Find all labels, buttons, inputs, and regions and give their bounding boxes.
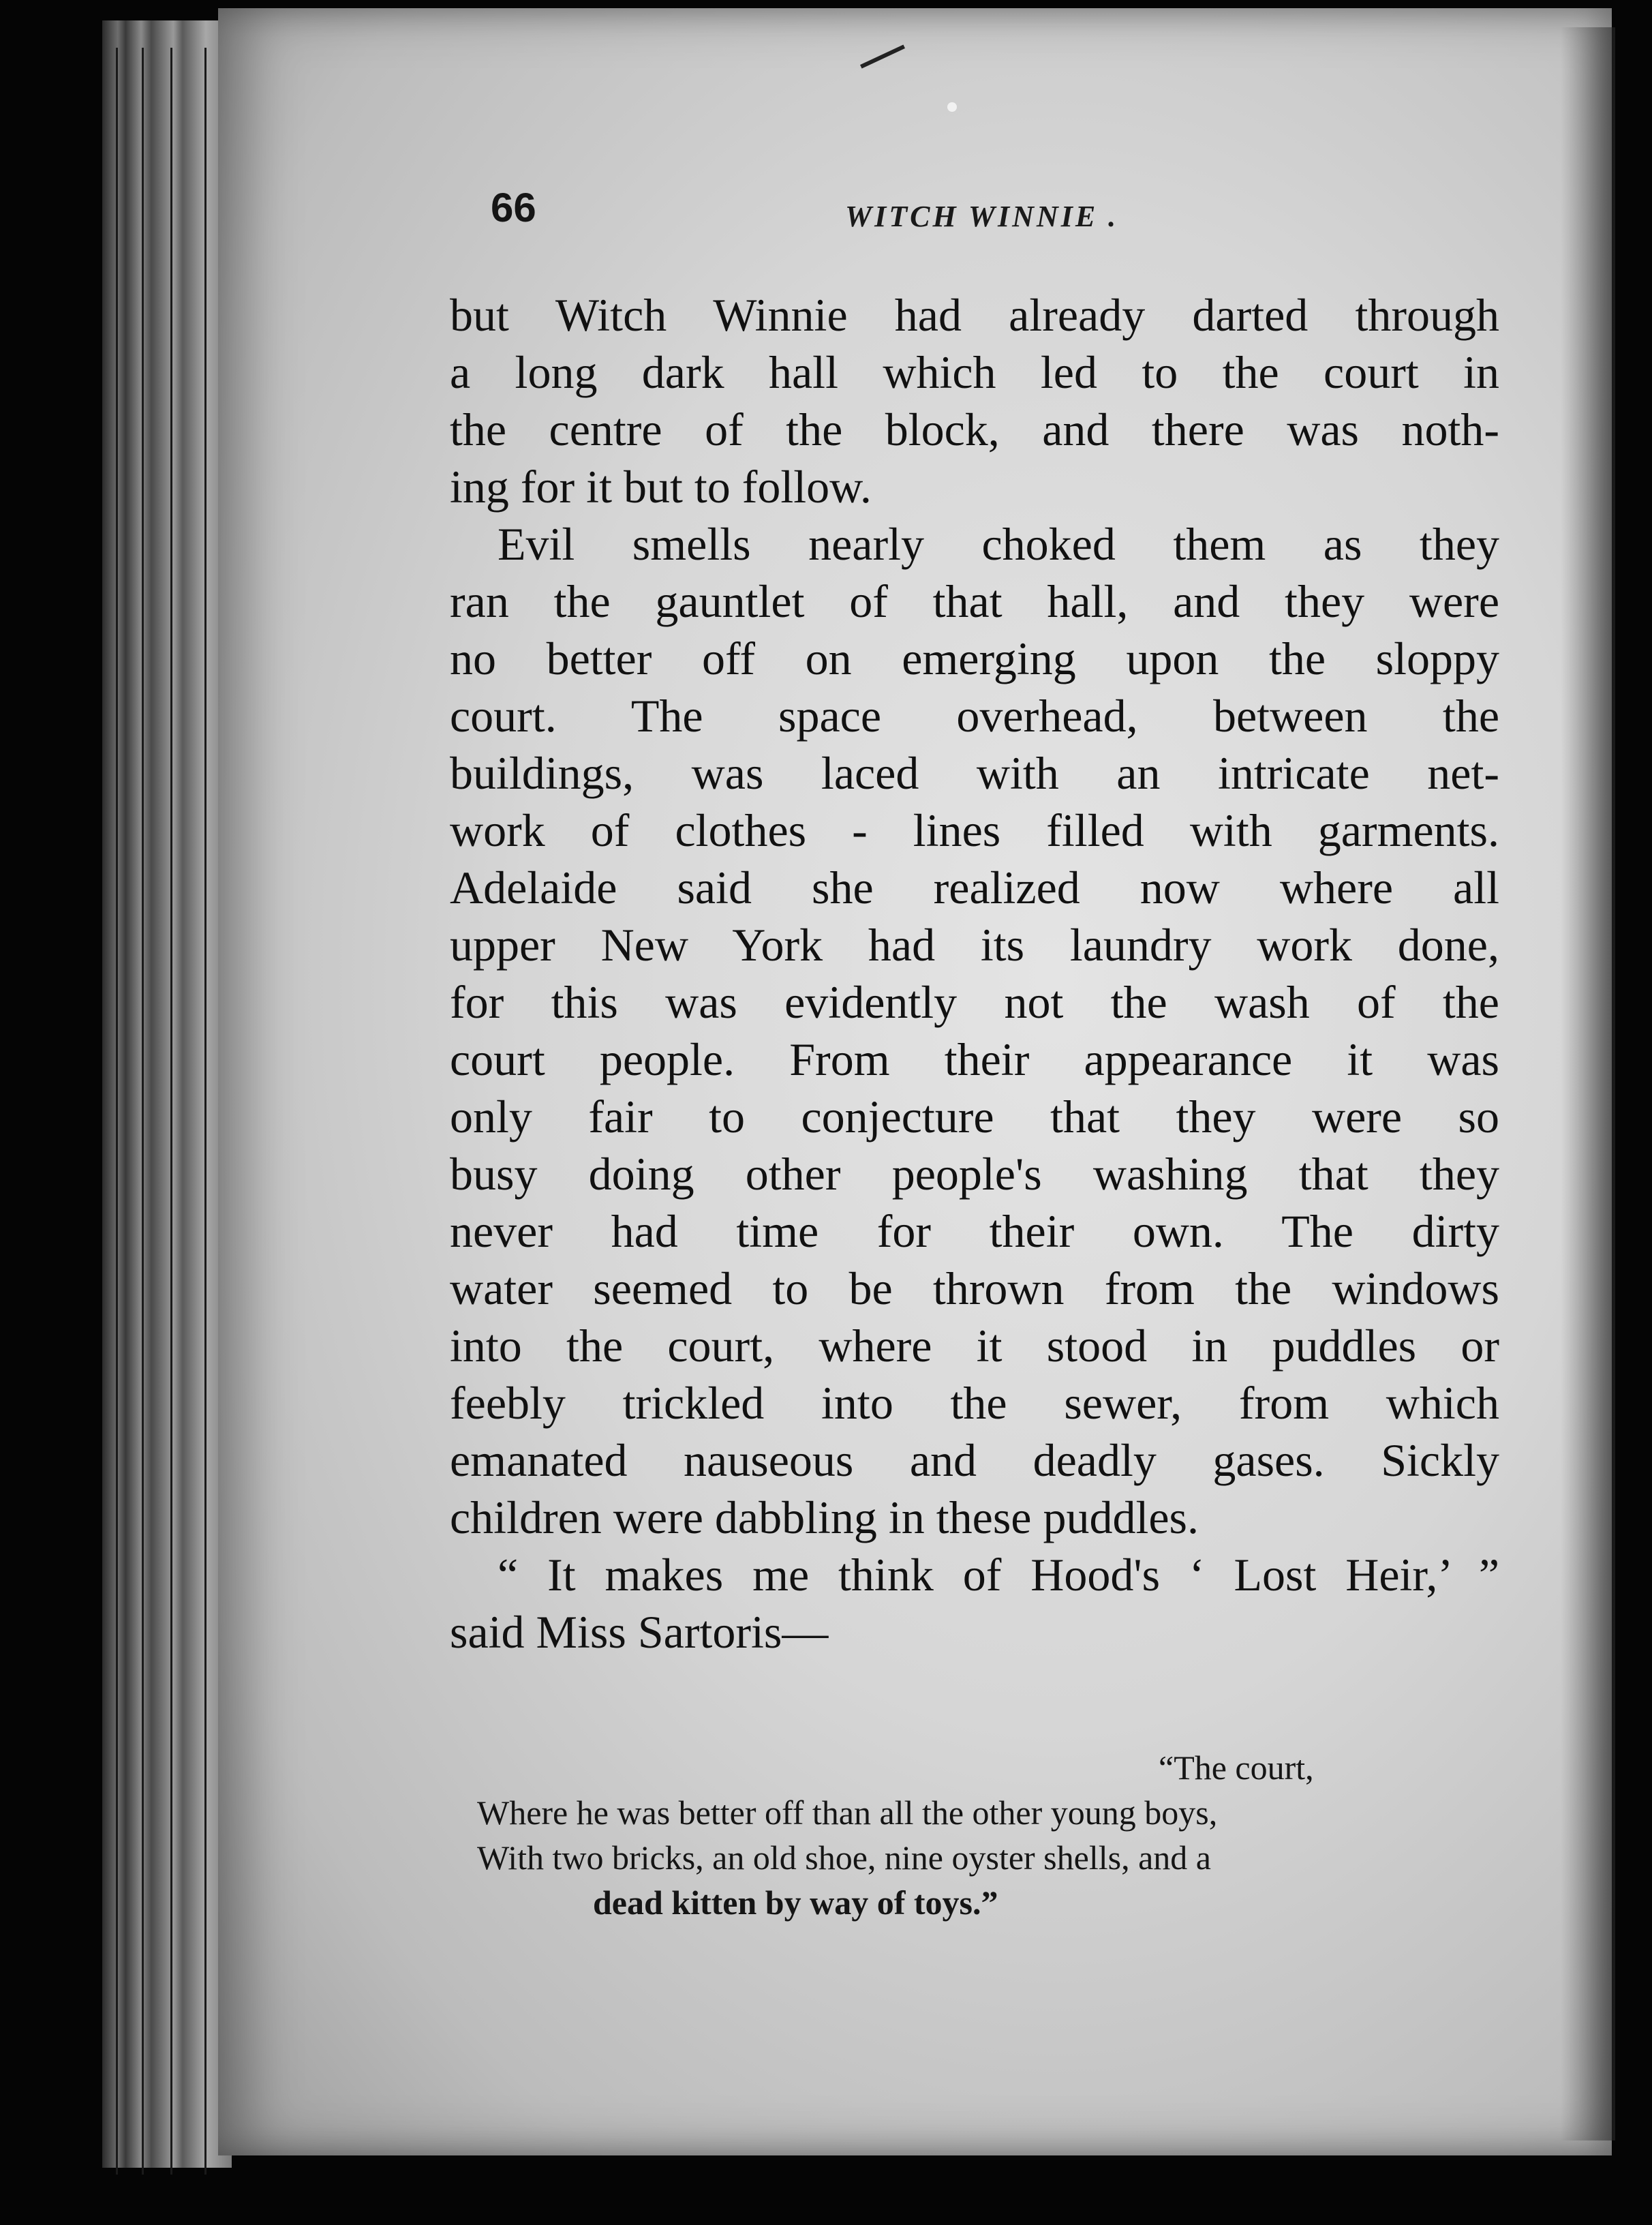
text-line: buildings, was laced with an intricate net-	[450, 747, 1499, 799]
text-line: “ It makes me think of Hood's ‘ Lost Heir,’ ”	[498, 1549, 1499, 1601]
text-line: the centre of the block, and there was noth-	[450, 404, 1499, 455]
text-line: Adelaide said she realized now where all	[450, 862, 1499, 913]
verse-line: “The court,	[1159, 1749, 1314, 1787]
text-line: court people. From their appearance it was	[450, 1033, 1499, 1085]
text-line: court. The space overhead, between the	[450, 690, 1499, 742]
text-line: emanated nauseous and deadly gases. Sickly	[450, 1434, 1499, 1486]
text-line: only fair to conjecture that they were so	[450, 1091, 1499, 1142]
running-title: WITCH WINNIE .	[845, 200, 1119, 233]
text-line: work of clothes - lines filled with garments.	[450, 804, 1499, 856]
verse-quotation	[477, 1745, 1431, 1925]
page-edges	[102, 20, 232, 2168]
page-shadow	[1561, 27, 1615, 2140]
page-edge-line	[204, 48, 206, 2175]
paper-speck	[947, 102, 957, 112]
page-edge-line	[116, 48, 118, 2175]
text-line: into the court, where it stood in puddles or	[450, 1320, 1499, 1372]
text-line: upper New York had its laundry work done,	[450, 919, 1499, 971]
verse-line: Where he was better off than all the other young boys,	[477, 1793, 1218, 1832]
page-number: 66	[491, 185, 536, 230]
running-head	[491, 184, 1479, 232]
page-edge-line	[170, 48, 172, 2175]
text-line: children were dabbling in these puddles.	[450, 1492, 1199, 1543]
text-line: feebly trickled into the sewer, from which	[450, 1377, 1499, 1429]
text-line: no better off on emerging upon the sloppy	[450, 633, 1499, 684]
page-edge-line	[142, 48, 144, 2175]
text-line: ran the gauntlet of that hall, and they were	[450, 575, 1499, 627]
text-line: a long dark hall which led to the court in	[450, 346, 1499, 398]
text-line: said Miss Sartoris—	[450, 1606, 829, 1658]
text-line: ing for it but to follow.	[450, 461, 872, 513]
text-line: water seemed to be thrown from the windows	[450, 1262, 1499, 1314]
text-line: never had time for their own. The dirty	[450, 1205, 1499, 1257]
verse-line: With two bricks, an old shoe, nine oyster shells, and a	[477, 1838, 1211, 1877]
body-text	[450, 286, 1499, 1661]
text-line: Evil smells nearly choked them as they	[498, 518, 1499, 570]
text-line: but Witch Winnie had already darted through	[450, 289, 1499, 341]
verse-line: dead kitten by way of toys.”	[593, 1883, 998, 1922]
text-line: for this was evidently not the wash of the	[450, 976, 1499, 1028]
text-line: busy doing other people's washing that they	[450, 1148, 1499, 1200]
